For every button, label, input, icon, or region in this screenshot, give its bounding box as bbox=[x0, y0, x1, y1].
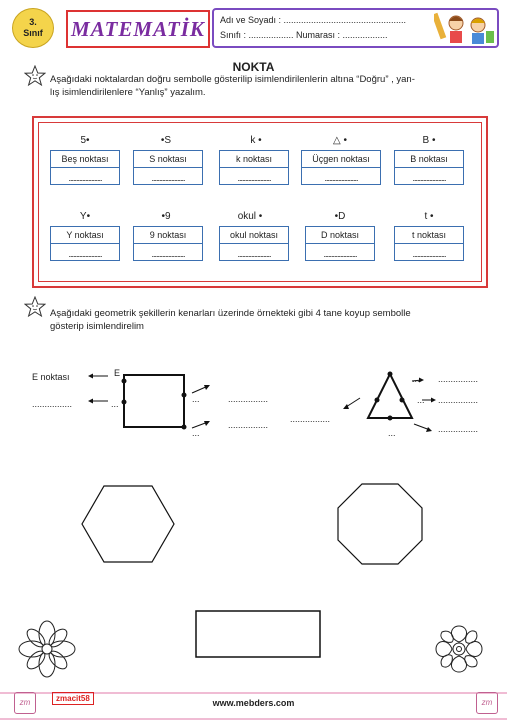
symbol-6: Y• bbox=[79, 211, 91, 222]
instruction-1-line-2: lış isimlendirilenlere “Yanlış” yazalım. bbox=[50, 87, 206, 98]
dots: ... bbox=[412, 374, 420, 384]
answer-blank[interactable]: ................ bbox=[228, 394, 269, 404]
star-icon bbox=[24, 296, 46, 318]
point-e-label: E bbox=[114, 368, 121, 378]
class-number-field[interactable]: Sınıfı : .................. Numarası : .................. bbox=[220, 30, 388, 40]
answer-blank[interactable]: ................ bbox=[438, 424, 479, 434]
kids-pencil-illustration bbox=[434, 9, 496, 45]
grade-number: 3. bbox=[29, 17, 37, 27]
answer-blank[interactable]: ...................... bbox=[68, 173, 102, 183]
answer-blank[interactable]: ................ bbox=[290, 414, 331, 424]
rectangle-shape[interactable] bbox=[195, 610, 321, 658]
subject-title-box bbox=[66, 10, 210, 48]
grade-sub: Sınıf bbox=[23, 28, 43, 38]
symbol-10: t • bbox=[424, 211, 434, 222]
example-square-figure bbox=[80, 366, 280, 446]
dots: ... bbox=[111, 399, 119, 409]
name-field[interactable]: Adı ve Soyadı : ................................................. bbox=[220, 15, 407, 25]
logo-right: zm bbox=[476, 692, 498, 714]
symbol-2: •S bbox=[160, 135, 172, 146]
answer-blank[interactable]: ...................... bbox=[68, 249, 102, 259]
cell-4 bbox=[301, 150, 381, 185]
page-title: NOKTA bbox=[232, 60, 275, 74]
logo-left: zm bbox=[14, 692, 36, 714]
answer-blank[interactable]: ...................... bbox=[412, 249, 446, 259]
dots: ... bbox=[417, 395, 425, 405]
cell-10 bbox=[394, 226, 464, 261]
cell-6 bbox=[50, 226, 120, 261]
cell-7 bbox=[133, 226, 203, 261]
hexagon-shape[interactable] bbox=[80, 484, 176, 564]
answer-blank[interactable]: ...................... bbox=[323, 249, 357, 259]
cell-label: 9 noktası bbox=[134, 227, 202, 244]
octagon-shape[interactable] bbox=[336, 482, 424, 566]
answer-blank[interactable]: ...................... bbox=[237, 173, 271, 183]
cell-label: k noktası bbox=[220, 151, 288, 168]
example-label: E noktası bbox=[32, 372, 70, 382]
cell-label: Beş noktası bbox=[51, 151, 119, 168]
answer-blank[interactable]: ...................... bbox=[151, 173, 185, 183]
dots: ... bbox=[192, 394, 200, 404]
answer-blank[interactable]: ...................... bbox=[151, 249, 185, 259]
example-blank[interactable]: ................ bbox=[32, 399, 73, 409]
instruction-2-line-1: Aşağıdaki geometrik şekillerin kenarları üzerinde örnekteki gibi 4 tane koyup sembolle bbox=[50, 308, 411, 319]
answer-blank[interactable]: ...................... bbox=[237, 249, 271, 259]
symbol-3: k • bbox=[250, 135, 262, 146]
answer-blank[interactable]: ................ bbox=[438, 374, 479, 384]
answer-blank[interactable]: ................ bbox=[228, 420, 269, 430]
answer-blank[interactable]: ................ bbox=[438, 395, 479, 405]
cell-8 bbox=[219, 226, 289, 261]
cell-label: D noktası bbox=[306, 227, 374, 244]
cell-1 bbox=[50, 150, 120, 185]
cell-label: Üçgen noktası bbox=[302, 151, 380, 168]
cell-label: S noktası bbox=[134, 151, 202, 168]
symbol-4: △ • bbox=[333, 135, 347, 146]
cell-3 bbox=[219, 150, 289, 185]
cell-label: t noktası bbox=[395, 227, 463, 244]
symbol-8: okul • bbox=[237, 211, 263, 222]
subject-title: MATEMATİK bbox=[71, 16, 205, 41]
star-icon bbox=[24, 65, 46, 87]
instruction-2 bbox=[50, 307, 495, 333]
cell-5 bbox=[394, 150, 464, 185]
answer-blank[interactable]: ...................... bbox=[412, 173, 446, 183]
cell-label: B noktası bbox=[395, 151, 463, 168]
symbol-5: B • bbox=[422, 135, 436, 146]
instruction-1-line-1: Aşağıdaki noktalardan doğru sembolle gösterilip isimlendirilenlerin altına “Doğru” , yan- bbox=[50, 74, 415, 85]
dots: ... bbox=[192, 428, 200, 438]
cell-label: Y noktası bbox=[51, 227, 119, 244]
answer-blank[interactable]: ...................... bbox=[324, 173, 358, 183]
instruction-2-line-2: gösterip isimlendirelim bbox=[50, 321, 144, 332]
footer-url[interactable]: www.mebders.com bbox=[212, 698, 295, 708]
grade-badge bbox=[12, 8, 54, 48]
symbol-9: •D bbox=[334, 211, 346, 222]
dots: ... bbox=[388, 428, 396, 438]
cell-2 bbox=[133, 150, 203, 185]
cell-9 bbox=[305, 226, 375, 261]
symbol-1: 5• bbox=[80, 135, 90, 146]
flower-decoration-icon bbox=[430, 620, 488, 678]
instruction-1 bbox=[50, 73, 495, 99]
flower-decoration-icon bbox=[18, 620, 76, 678]
cell-label: okul noktası bbox=[220, 227, 288, 244]
symbol-7: •9 bbox=[161, 211, 171, 222]
author-stamp: zmacit58 bbox=[52, 692, 94, 705]
